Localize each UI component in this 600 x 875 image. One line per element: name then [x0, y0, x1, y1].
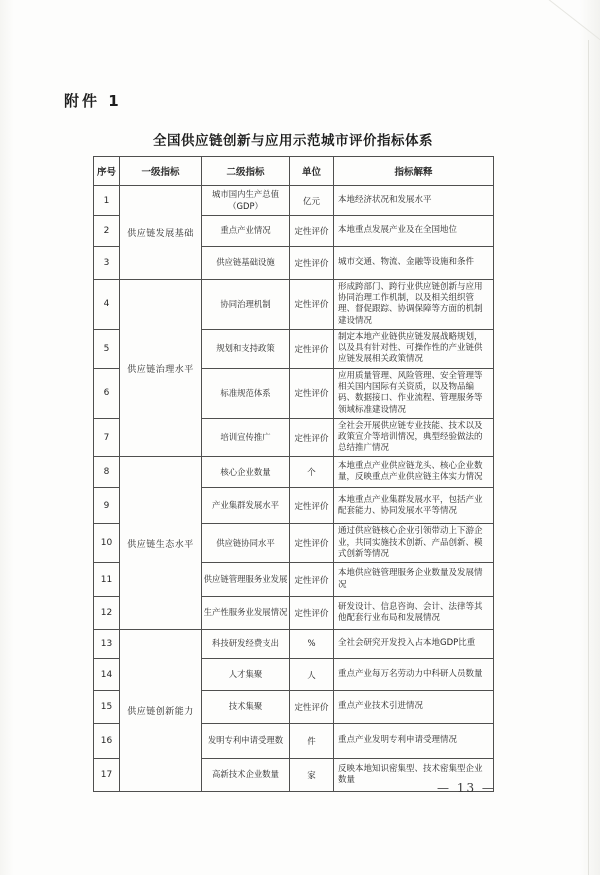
- explanation-cell: 本地重点发展产业及在全国地位: [334, 216, 494, 247]
- table-header: [94, 157, 494, 186]
- explanation-cell: 制定本地产业链供应链发展战略规划，以及具有针对性、可操作性的产业链供应链发展相关政策情况: [334, 329, 494, 368]
- unit-cell: 个: [290, 457, 334, 488]
- row-number-cell: 16: [94, 724, 120, 759]
- explanation-cell: 全社会开展供应链专业技能、技术以及政策宣介等培训情况，典型经验做法的总结推广情况: [334, 418, 494, 457]
- secondary-indicator-cell: 核心企业数量: [202, 457, 290, 488]
- page-edge-line: [588, 40, 589, 875]
- column-header-0: 序号: [94, 157, 120, 186]
- secondary-indicator-cell: 培训宣传推广: [202, 418, 290, 457]
- explanation-cell: 本地供应链管理服务企业数量及发展情况: [334, 563, 494, 597]
- secondary-indicator-cell: 协同治理机制: [202, 280, 290, 330]
- explanation-cell: 重点产业发明专利申请受理情况: [334, 724, 494, 759]
- secondary-indicator-cell: 技术集聚: [202, 691, 290, 724]
- unit-cell: 定性评价: [290, 329, 334, 368]
- table-body: [94, 186, 494, 792]
- row-number-cell: 15: [94, 691, 120, 724]
- unit-cell: 亿元: [290, 186, 334, 216]
- document-title: 全国供应链创新与应用示范城市评价指标体系: [153, 133, 433, 149]
- page-number: — 13 —: [437, 781, 496, 795]
- row-number-cell: 2: [94, 216, 120, 247]
- row-number-cell: 17: [94, 759, 120, 792]
- unit-cell: 定性评价: [290, 368, 334, 418]
- column-header-3: 单位: [290, 157, 334, 186]
- explanation-cell: 研发设计、信息咨询、会计、法律等其他配套行业布局和发展情况: [334, 597, 494, 630]
- column-header-2: 二级指标: [202, 157, 290, 186]
- explanation-cell: 反映本地知识密集型、技术密集型企业数量: [334, 759, 494, 792]
- row-number-cell: 1: [94, 186, 120, 216]
- table-row: [94, 186, 494, 216]
- unit-cell: 定性评价: [290, 563, 334, 597]
- row-number-cell: 3: [94, 247, 120, 280]
- row-number-cell: 9: [94, 488, 120, 524]
- header-row: [94, 157, 494, 186]
- row-number-cell: 6: [94, 368, 120, 418]
- column-header-1: 一级指标: [120, 157, 202, 186]
- explanation-cell: 本地重点产业集群发展水平，包括产业配套能力、协同发展水平等情况: [334, 488, 494, 524]
- table-row: [94, 457, 494, 488]
- primary-indicator-cell: 供应链创新能力: [120, 630, 202, 792]
- primary-indicator-cell: 供应链治理水平: [120, 280, 202, 457]
- row-number-cell: 13: [94, 630, 120, 659]
- attachment-label: 附件 1: [64, 92, 122, 110]
- row-number-cell: 8: [94, 457, 120, 488]
- table-row: [94, 630, 494, 659]
- unit-cell: 人: [290, 659, 334, 691]
- secondary-indicator-cell: 供应链协同水平: [202, 524, 290, 563]
- secondary-indicator-cell: 人才集聚: [202, 659, 290, 691]
- unit-cell: 定性评价: [290, 691, 334, 724]
- explanation-cell: 应用质量管理、风险管理、安全管理等相关国内国际有关资质，以及物品编码、数据接口、作业流程、管理服务等领域标准建设情况: [334, 368, 494, 418]
- explanation-cell: 通过供应链核心企业引领带动上下游企业，共同实施技术创新、产品创新、模式创新等情况: [334, 524, 494, 563]
- explanation-cell: 重点产业每万名劳动力中科研人员数量: [334, 659, 494, 691]
- row-number-cell: 11: [94, 563, 120, 597]
- unit-cell: 定性评价: [290, 247, 334, 280]
- secondary-indicator-cell: 发明专利申请受理数: [202, 724, 290, 759]
- secondary-indicator-cell: 产业集群发展水平: [202, 488, 290, 524]
- unit-cell: 定性评价: [290, 488, 334, 524]
- secondary-indicator-cell: 供应链基础设施: [202, 247, 290, 280]
- secondary-indicator-cell: 重点产业情况: [202, 216, 290, 247]
- unit-cell: 家: [290, 759, 334, 792]
- row-number-cell: 12: [94, 597, 120, 630]
- explanation-cell: 全社会研究开发投入占本地GDP比重: [334, 630, 494, 659]
- secondary-indicator-cell: 科技研发经费支出: [202, 630, 290, 659]
- secondary-indicator-cell: 标准规范体系: [202, 368, 290, 418]
- secondary-indicator-cell: 供应链管理服务业发展: [202, 563, 290, 597]
- unit-cell: 定性评价: [290, 524, 334, 563]
- primary-indicator-cell: 供应链生态水平: [120, 457, 202, 630]
- secondary-indicator-cell: 生产性服务业发展情况: [202, 597, 290, 630]
- unit-cell: 定性评价: [290, 216, 334, 247]
- unit-cell: 定性评价: [290, 597, 334, 630]
- explanation-cell: 城市交通、物流、金融等设施和条件: [334, 247, 494, 280]
- unit-cell: 定性评价: [290, 280, 334, 330]
- secondary-indicator-cell: 规划和支持政策: [202, 329, 290, 368]
- column-header-4: 指标解释: [334, 157, 494, 186]
- secondary-indicator-cell: 城市国内生产总值（GDP）: [202, 186, 290, 216]
- indicator-table: [93, 156, 494, 792]
- explanation-cell: 形成跨部门、跨行业供应链创新与应用协同治理工作机制，以及相关组织管理、督促跟踪、协调保障等方面的机制建设情况: [334, 280, 494, 330]
- explanation-cell: 本地经济状况和发展水平: [334, 186, 494, 216]
- row-number-cell: 7: [94, 418, 120, 457]
- explanation-cell: 本地重点产业供应链龙头、核心企业数量，反映重点产业供应链主体实力情况: [334, 457, 494, 488]
- row-number-cell: 10: [94, 524, 120, 563]
- explanation-cell: 重点产业技术引进情况: [334, 691, 494, 724]
- unit-cell: %: [290, 630, 334, 659]
- secondary-indicator-cell: 高新技术企业数量: [202, 759, 290, 792]
- unit-cell: 件: [290, 724, 334, 759]
- unit-cell: 定性评价: [290, 418, 334, 457]
- primary-indicator-cell: 供应链发展基础: [120, 186, 202, 280]
- row-number-cell: 5: [94, 329, 120, 368]
- row-number-cell: 14: [94, 659, 120, 691]
- scan-artifact-line: [537, 0, 600, 47]
- row-number-cell: 4: [94, 280, 120, 330]
- table-row: [94, 280, 494, 330]
